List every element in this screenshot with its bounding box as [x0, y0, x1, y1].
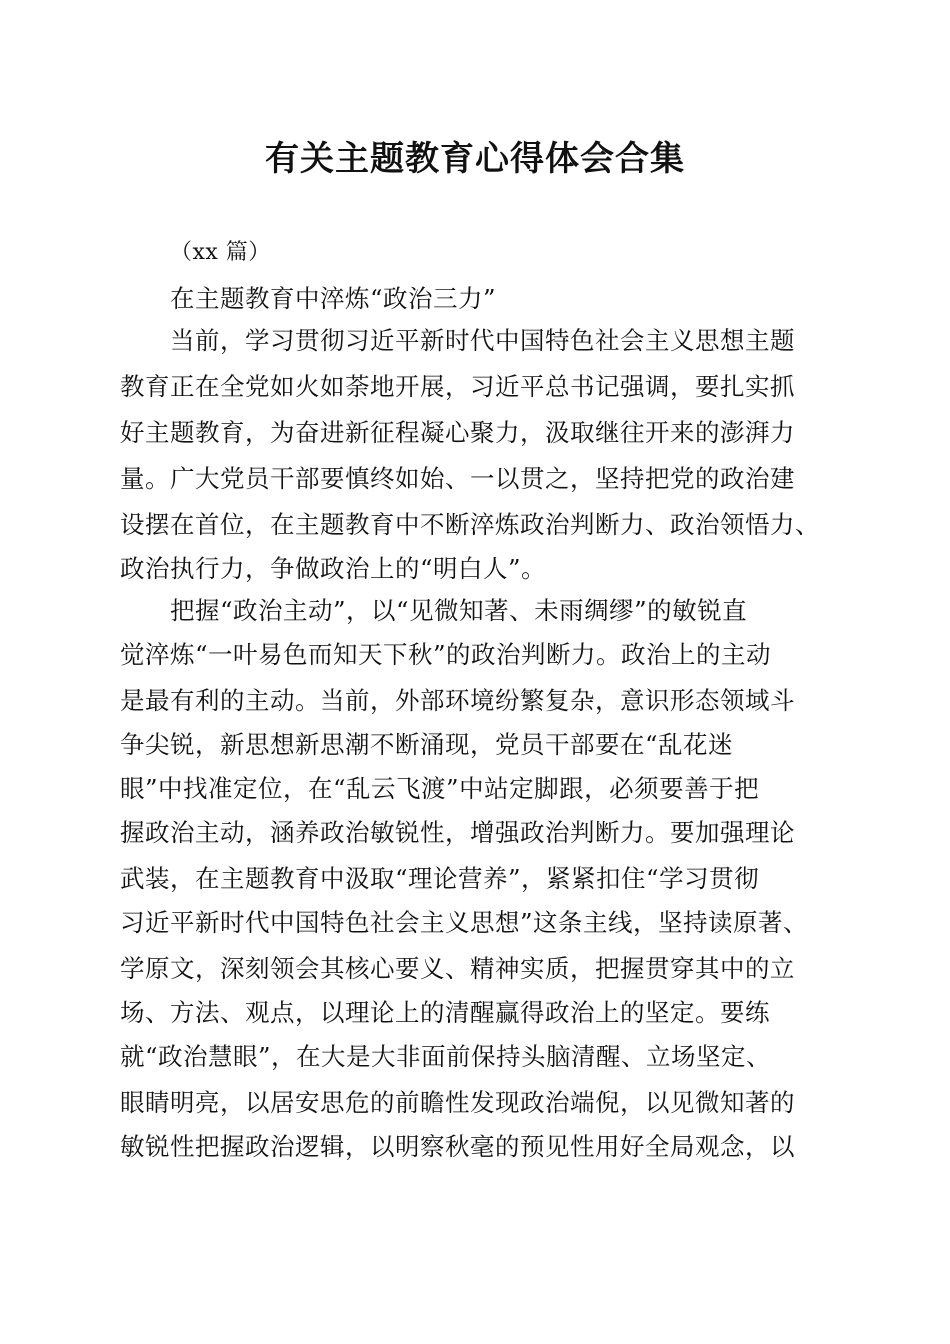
document-title: 有关主题教育心得体会合集 — [265, 139, 685, 179]
text-line: 眼睛明亮，以居安思危的前瞻性发现政治端倪，以见微知著的 — [120, 1088, 795, 1117]
text-line: 设摆在首位，在主题教育中不断淬炼政治判断力、政治领悟力、 — [120, 510, 820, 539]
text-line: 量。广大党员干部要慎终如始、一以贯之，坚持把党的政治建 — [120, 464, 795, 493]
text-line: 习近平新时代中国特色社会主义思想”这条主线，坚持读原著、 — [120, 908, 809, 937]
text-line: 教育正在全党如火如荼地开展，习近平总书记强调，要扎实抓 — [120, 372, 795, 401]
article-title: 在主题教育中淬炼“政治三力” — [170, 284, 497, 313]
text-line: 眼”中找准定位，在“乱云飞渡”中站定脚跟，必须要善于把 — [120, 774, 760, 803]
text-line: 学原文，深刻领会其核心要义、精神实质，把握贯穿其中的立 — [120, 954, 795, 983]
text-line: 好主题教育，为奋进新征程凝心聚力，汲取继往开来的澎湃力 — [120, 418, 795, 447]
text-line: 是最有利的主动。当前，外部环境纷繁复杂，意识形态领域斗 — [120, 686, 795, 715]
text-line: 就“政治慧眼”，在大是大非面前保持头脑清醒、立场坚定、 — [120, 1042, 772, 1071]
text-line: 争尖锐，新思想新思潮不断涌现，党员干部要在“乱花迷 — [120, 730, 734, 759]
text-line: 武装，在主题教育中汲取“理论营养”，紧紧扣住“学习贯彻 — [120, 864, 760, 893]
text-line: 握政治主动，涵养政治敏锐性，增强政治判断力。要加强理论 — [120, 818, 795, 847]
text-line: 场、方法、观点，以理论上的清醒赢得政治上的坚定。要练 — [120, 998, 770, 1027]
text-line: 觉淬炼“一叶易色而知天下秋”的政治判断力。政治上的主动 — [120, 640, 772, 669]
text-line: 敏锐性把握政治逻辑，以明察秋毫的预见性用好全局观念，以 — [120, 1132, 795, 1161]
text-line: 当前，学习贯彻习近平新时代中国特色社会主义思想主题 — [170, 326, 795, 355]
text-line: 把握“政治主动”，以“见微知著、未雨绸缪”的敏锐直 — [170, 596, 748, 625]
text-line: 政治执行力，争做政治上的“明白人”。 — [120, 554, 547, 583]
section-label: （xx 篇） — [170, 240, 271, 265]
